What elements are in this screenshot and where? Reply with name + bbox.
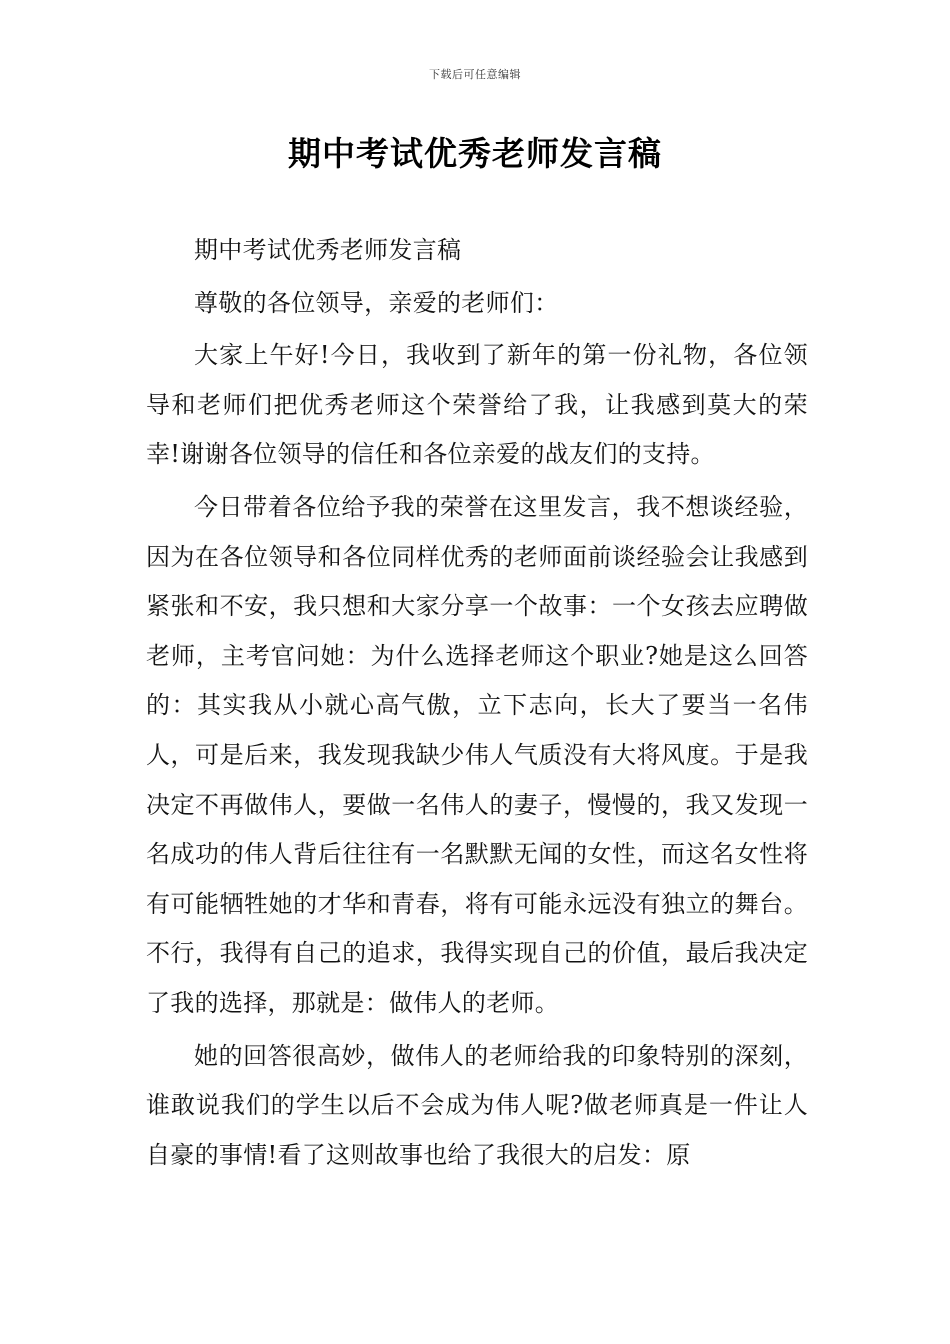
header-note: 下载后可任意编辑	[429, 68, 521, 81]
paragraph-greeting: 大家上午好!今日，我收到了新年的第一份礼物，各位领导和老师们把优秀老师这个荣誉给了我，让我感到莫大的荣幸!谢谢各位领导的信任和各位亲爱的战友们的支持。	[146, 341, 808, 469]
document-body	[146, 226, 808, 1183]
document-title: 期中考试优秀老师发言稿	[288, 134, 662, 173]
paragraph-subtitle: 期中考试优秀老师发言稿	[194, 236, 462, 264]
paragraph-salutation: 尊敬的各位领导，亲爱的老师们：	[194, 288, 559, 317]
paragraph-story: 今日带着各位给予我的荣誉在这里发言，我不想谈经验，因为在各位领导和各位同样优秀的老师面前谈经验会让我感到紧张和不安，我只想和大家分享一个故事：一个女孩去应聘做老师，主考官问她：为什么选择老师这个职业?她是这么回答的：其实我从小就心高气傲，立下志向，长大了要当一名伟人，可是后来，我发现我缺少伟人气质没有大将风度。于是我决定不再做伟人，要做一名伟人的妻子，慢慢的，我又发现一名成功的伟人背后往往有一名默默无闻的女性，而这名女性将有可能牺牲她的才华和青春，将有可能永远没有独立的舞台。不行，我得有自己的追求，我得实现自己的价值，最后我决定了我的选择，那就是：做伟人的老师。	[146, 492, 808, 1017]
paragraph-reflection: 她的回答很高妙，做伟人的老师给我的印象特别的深刻，谁敢说我们的学生以后不会成为伟人呢?做老师真是一件让人自豪的事情!看了这则故事也给了我很大的启发：原	[146, 1041, 808, 1169]
